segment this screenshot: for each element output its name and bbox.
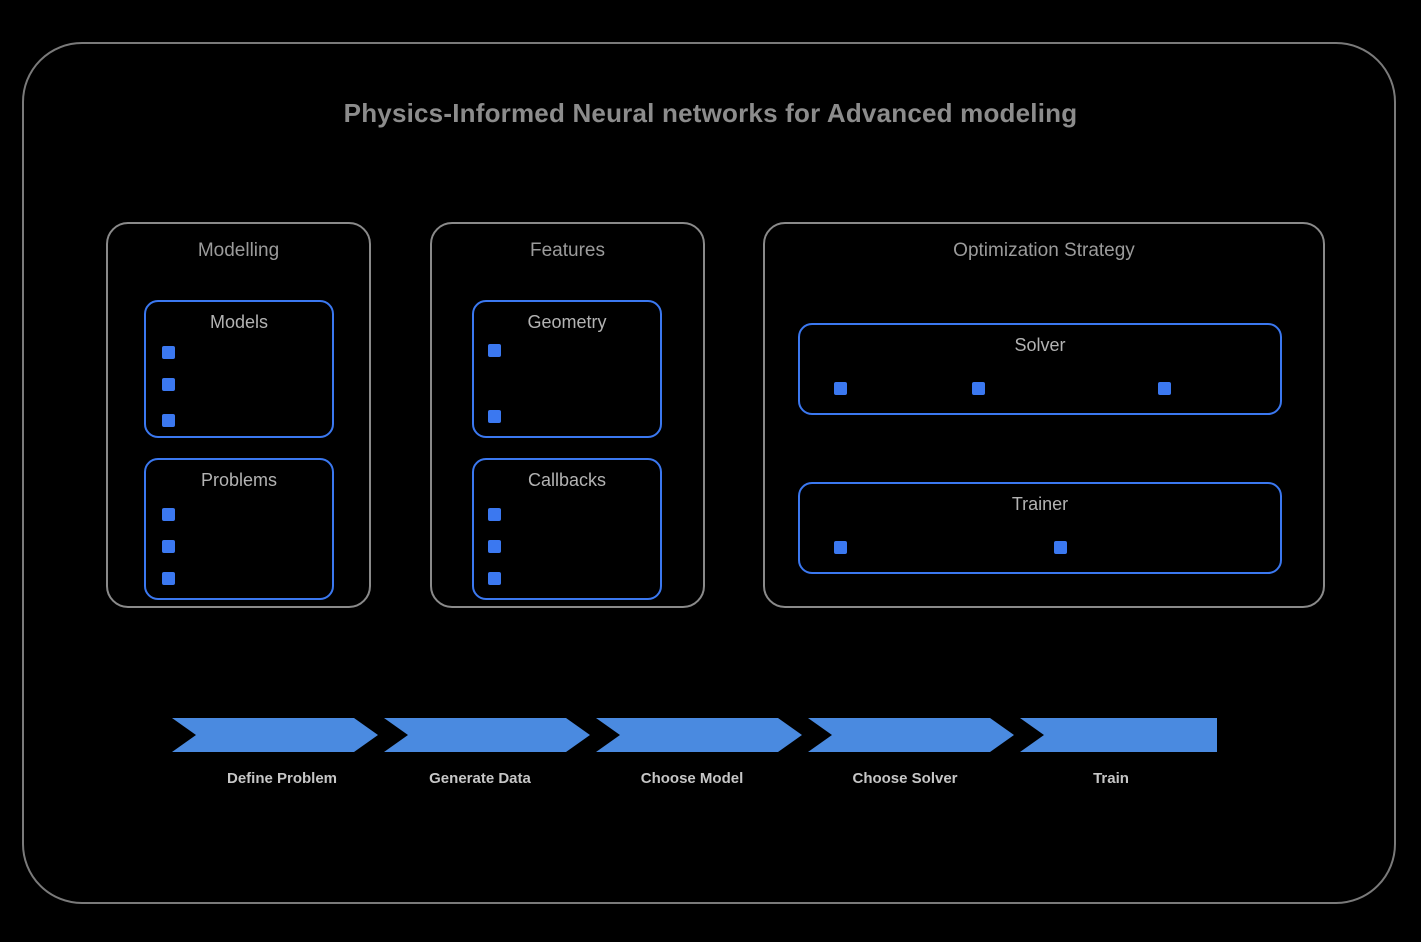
- chip-item: [162, 572, 175, 585]
- group-modelling-label: Modelling: [197, 240, 280, 261]
- chip-item: [1054, 541, 1067, 554]
- group-features-label: Features: [530, 240, 605, 261]
- chip-item: [162, 346, 175, 359]
- box-models-label: Models: [209, 312, 269, 332]
- chip-item: [162, 540, 175, 553]
- pipeline-labels: [172, 770, 1217, 796]
- chip-item: [162, 508, 175, 521]
- box-problems-label: Problems: [200, 470, 278, 490]
- box-geometry-label: Geometry: [527, 312, 607, 332]
- pipeline-arrow-4: [808, 718, 1014, 752]
- pipeline-label-2: Generate Data: [429, 770, 531, 787]
- box-callbacks-label: Callbacks: [527, 470, 607, 490]
- pipeline-label-4: Choose Solver: [852, 770, 958, 787]
- page-title: Physics-Informed Neural networks for Advanced modeling: [343, 98, 1078, 128]
- chip-item: [488, 540, 501, 553]
- chip-item: [1158, 382, 1171, 395]
- pipeline-arrows: [172, 714, 1217, 756]
- pipeline-arrow-5: [1020, 718, 1217, 752]
- chip-item: [162, 378, 175, 391]
- box-models: [144, 300, 334, 438]
- box-solver-label: Solver: [1014, 335, 1066, 355]
- pipeline-arrow-1: [172, 718, 378, 752]
- pipeline-label-5: Train: [1093, 770, 1129, 787]
- chip-item: [834, 382, 847, 395]
- box-trainer-label: Trainer: [1011, 494, 1069, 514]
- pipeline-arrow-3: [596, 718, 802, 752]
- chip-item: [488, 344, 501, 357]
- box-callbacks: [472, 458, 662, 600]
- box-trainer: [798, 482, 1282, 574]
- chip-item: [488, 508, 501, 521]
- pipeline-label-3: Choose Model: [640, 770, 744, 787]
- box-geometry: [472, 300, 662, 438]
- box-problems: [144, 458, 334, 600]
- chip-item: [834, 541, 847, 554]
- group-optimization-label: Optimization Strategy: [953, 240, 1135, 261]
- box-solver: [798, 323, 1282, 415]
- chip-item: [488, 410, 501, 423]
- pipeline-arrow-2: [384, 718, 590, 752]
- pipeline-label-1: Define Problem: [226, 770, 338, 787]
- chip-item: [972, 382, 985, 395]
- chip-item: [488, 572, 501, 585]
- chip-item: [162, 414, 175, 427]
